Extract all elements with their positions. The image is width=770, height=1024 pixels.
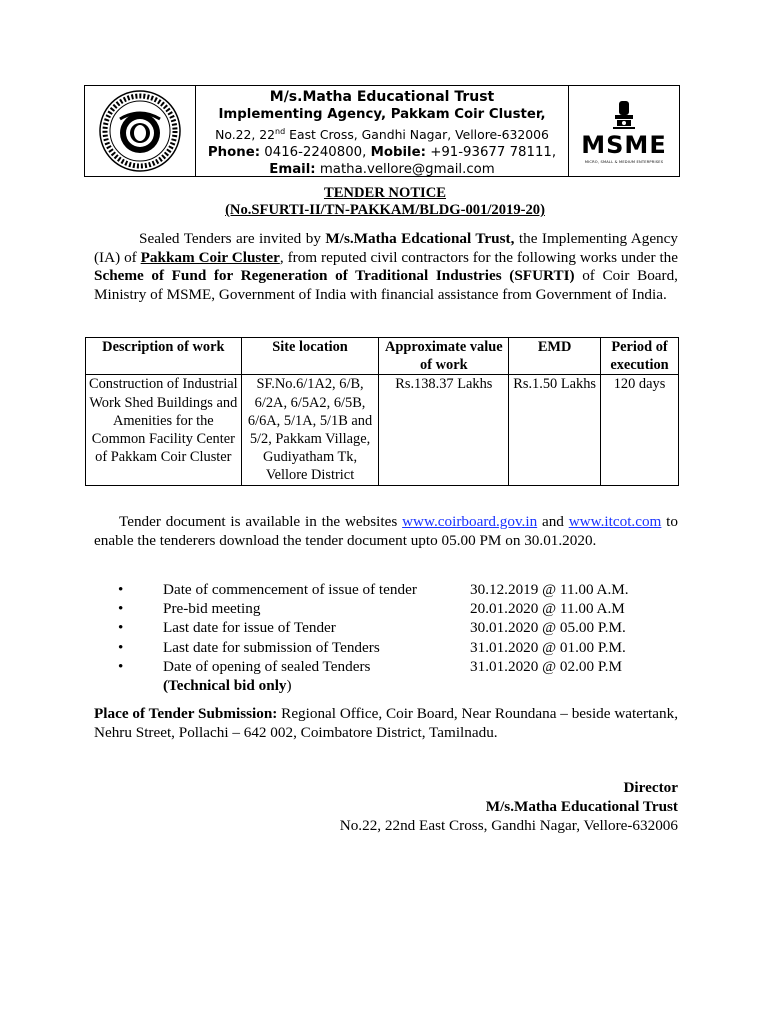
table-row (86, 375, 679, 485)
intro-paragraph: Sealed Tenders are invited by M/s.Matha Edcational Trust, the Implementing Agency (IA) of Pakkam Coir Cluster, from reputed civil contractors for the following works under the Scheme of Fund for Regeneration of Traditional Industries (SFURTI) of Coir Board, Ministry of MSME, Government of India with financial assistance from Government of India. (94, 230, 679, 303)
cell-description: Construction of Industrial Work Shed Buildings and Amenities for the Common Facility Center of Pakkam Coir Cluster (86, 375, 242, 485)
agency-line: Implementing Agency, Pakkam Coir Cluster, (218, 107, 546, 123)
list-item: • Pre-bid meeting 20.01.2020 @ 11.00 A.M (118, 600, 625, 618)
cell-site: SF.No.6/1A2, 6/B, 6/2A, 6/5A2, 6/5B, 6/6A, 5/1A, 5/1B and 5/2, Pakkam Village, Gudiyatham Tk, Vellore District (241, 375, 379, 485)
table-header-row (86, 338, 679, 375)
cell-emd: Rs.1.50 Lakhs (509, 375, 601, 485)
list-item: • Last date for submission of Tenders 31.01.2020 @ 01.00 P.M. (118, 638, 626, 656)
list-item: • Last date for issue of Tender 30.01.2020 @ 05.00 P.M. (118, 619, 626, 637)
list-item: • Date of opening of sealed Tenders 31.01.2020 @ 02.00 P.M (118, 657, 622, 675)
signature-address: No.22, 22nd East Cross, Gandhi Nagar, Vellore-632006 (339, 817, 678, 834)
org-address: No.22, 22nd East Cross, Gandhi Nagar, Vellore-632006 (215, 127, 549, 143)
msme-logo-subtext: MICRO, SMALL & MEDIUM ENTERPRISES (584, 159, 664, 164)
works-table (85, 337, 679, 486)
org-name: M/s.Matha Educational Trust (269, 89, 495, 105)
letterhead-text (196, 86, 568, 176)
availability-paragraph: Tender document is available in the websites www.coirboard.gov.in and www.itcot.com to enable the tenderers download the tender document upto 05.00 PM on 30.01.2020. (94, 513, 678, 549)
signature-org: M/s.Matha Educational Trust (485, 798, 678, 815)
header-period: Period of execution (601, 338, 679, 375)
signature-title: Director (623, 779, 678, 796)
header-site: Site location (241, 338, 379, 375)
phone-line: Phone: 0416-2240800, Mobile: +91-93677 78111, (207, 144, 557, 160)
notice-reference: (No.SFURTI-II/TN-PAKKAM/BLDG-001/2019-20) (225, 202, 545, 218)
list-item: • Date of commencement of issue of tender 30.12.2019 @ 11.00 A.M. (118, 581, 629, 598)
place-of-submission: Place of Tender Submission: Regional Office, Coir Board, Near Roundana – beside watertank, Nehru Street, Pollachi – 642 002, Coimbatore District, Tamilnadu. (94, 705, 678, 742)
cell-period: 120 days (601, 375, 679, 485)
header-emd: EMD (509, 338, 601, 375)
header-description: Description of work (86, 338, 242, 375)
cell-value: Rs.138.37 Lakhs (379, 375, 509, 485)
dates-list (118, 580, 629, 695)
coirboard-link[interactable]: www.coirboard.gov.in (402, 513, 538, 530)
coir-board-seal-icon (85, 86, 196, 176)
itcot-link[interactable]: www.itcot.com (568, 513, 662, 530)
msme-emblem-icon (568, 86, 679, 176)
notice-title: TENDER NOTICE (323, 185, 447, 201)
technical-bid-note: (Technical bid only ) (163, 676, 292, 694)
msme-logo-text: MSME (581, 130, 667, 159)
letterhead (84, 85, 680, 177)
header-value: Approximate value of work (379, 338, 509, 375)
email-line: Email: matha.vellore@gmail.com (269, 161, 495, 177)
